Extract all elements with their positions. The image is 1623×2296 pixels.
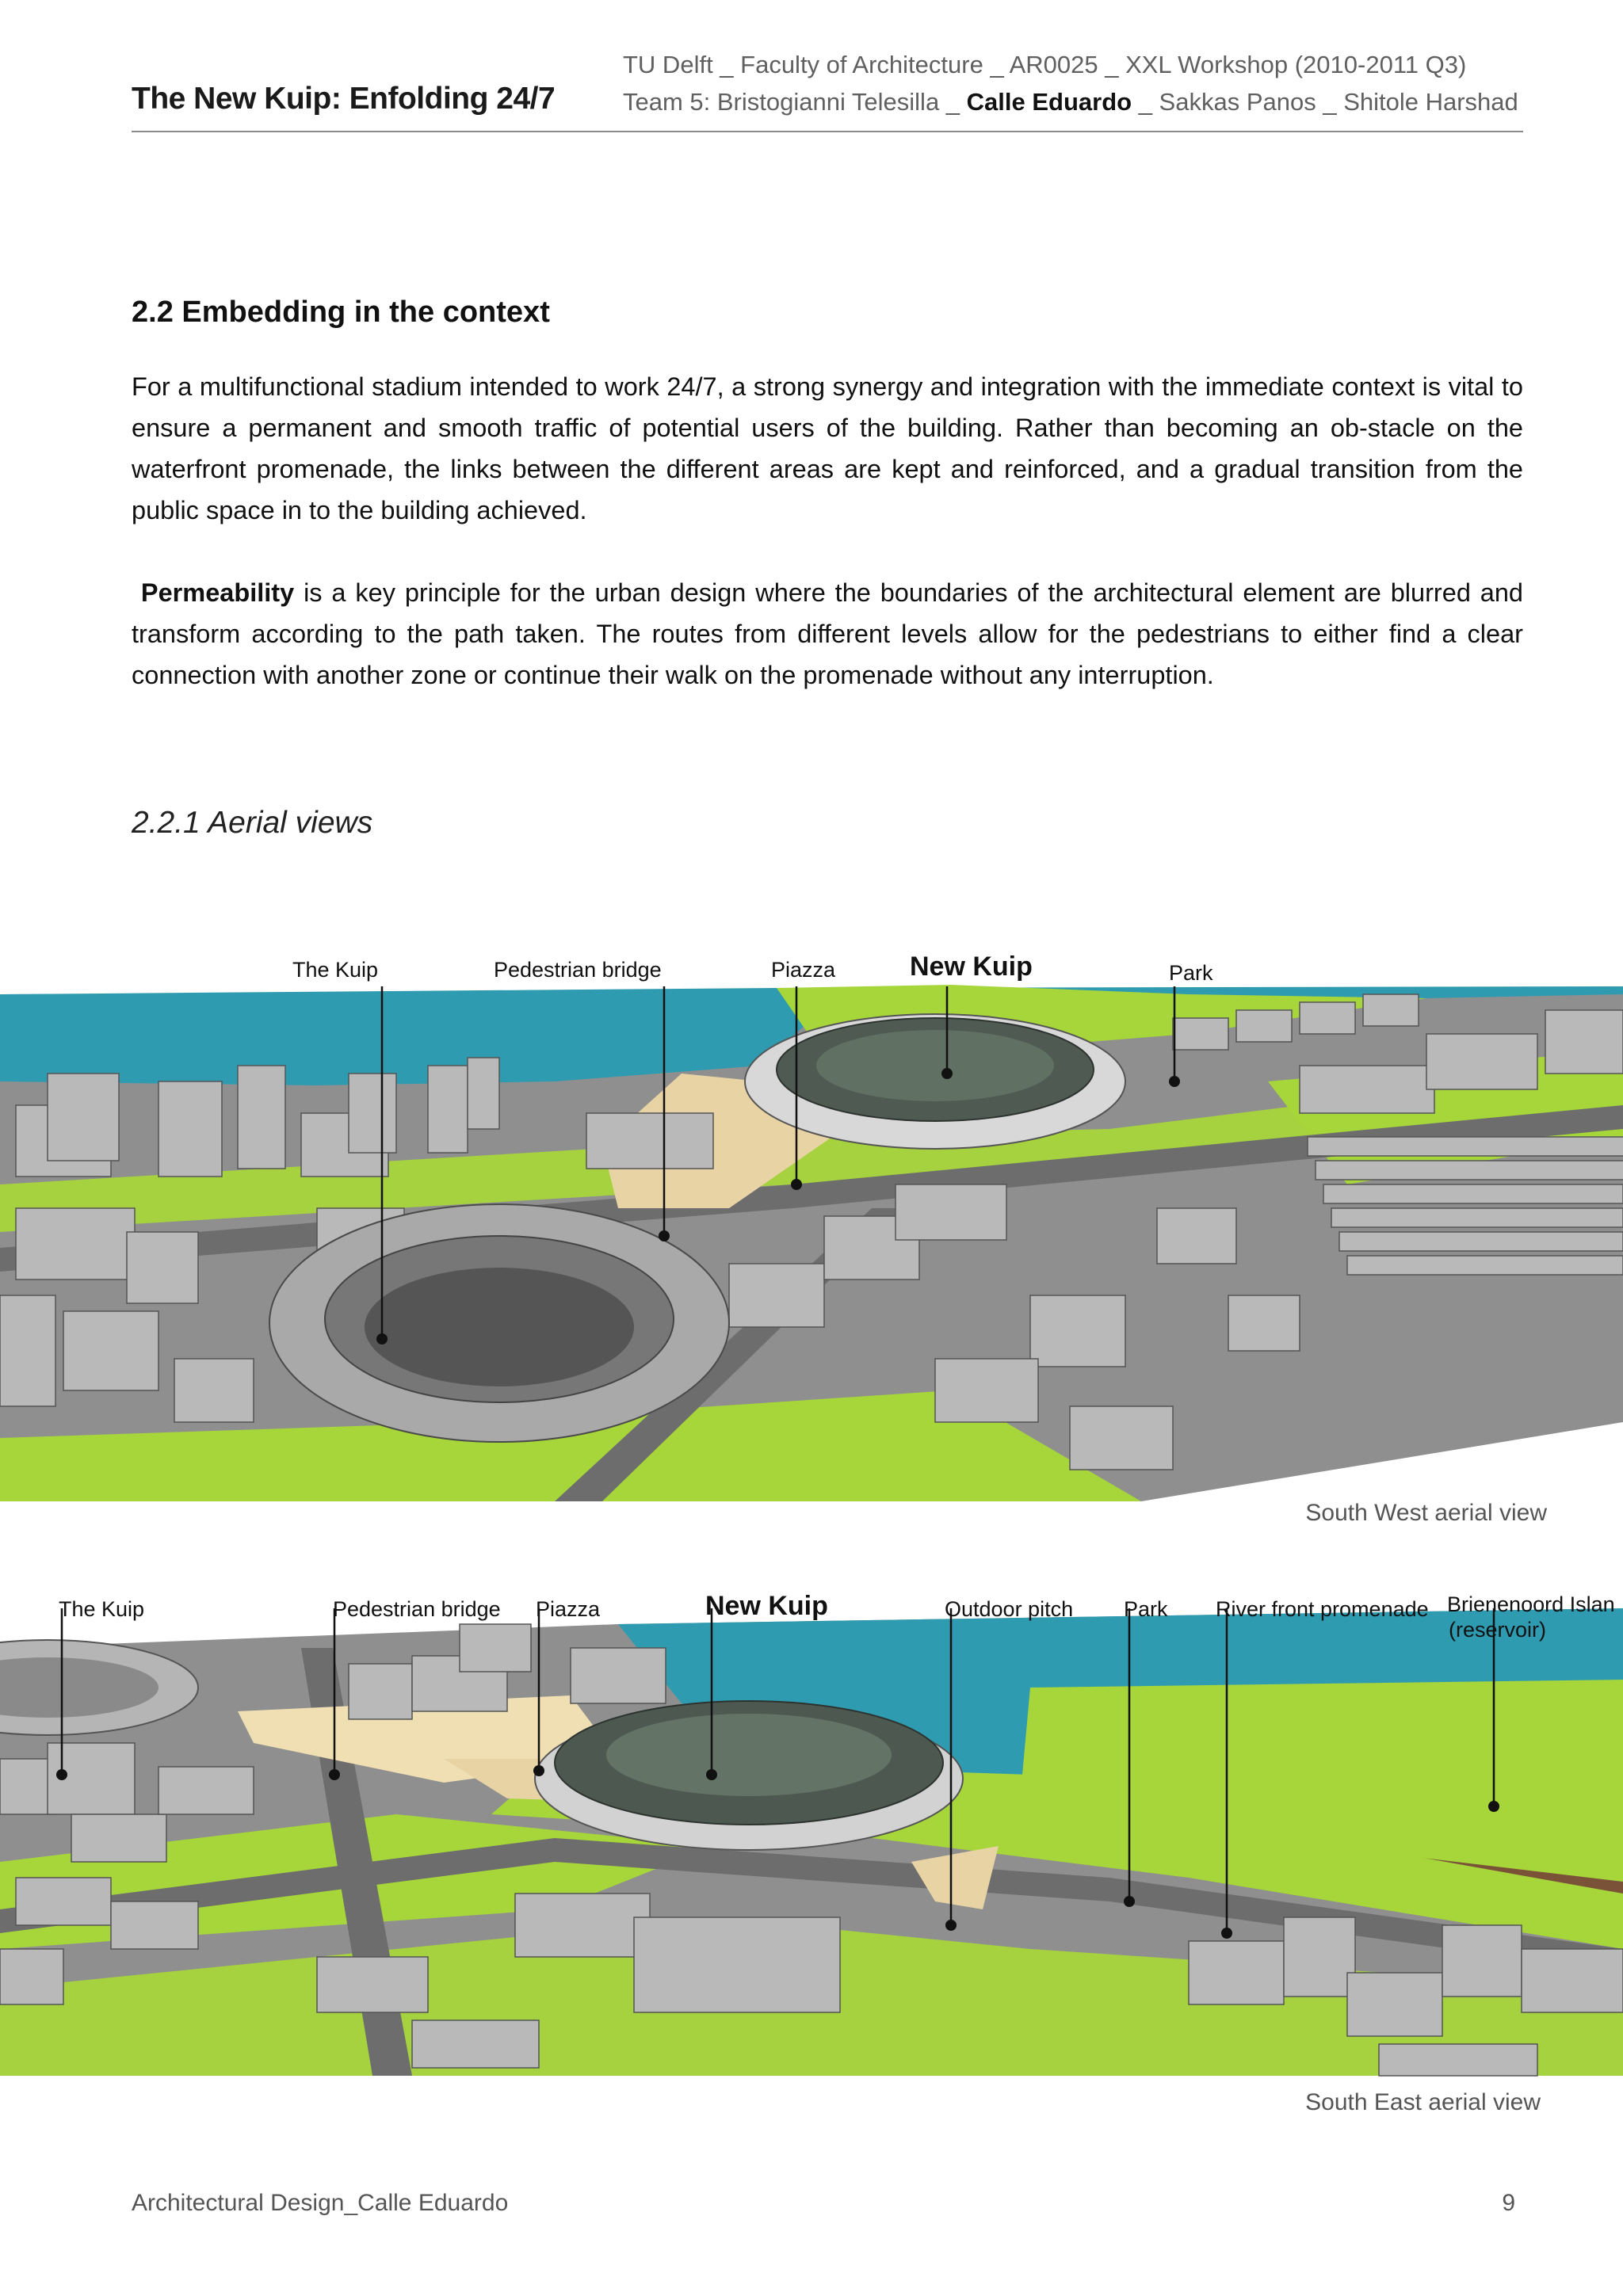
- subsection-title: 2.2.1 Aerial views: [132, 806, 373, 840]
- team-suffix: _ Sakkas Panos _ Shitole Harshad: [1132, 88, 1518, 116]
- paragraph-context: For a multifunctional stadium intended to work 24/7, a strong synergy and integration with the immediate context is vital to ensure a permanent and smooth traffic of potential users of the building. Rather than becoming an ob-stacle on the waterfront promenade, the links between the different areas are kept and reinforced, and a gradual transition from the public space in to the building achieved.: [132, 372, 1523, 524]
- team-prefix: Team 5: Bristogianni Telesilla _: [623, 88, 967, 116]
- label-new-kuip: New Kuip: [705, 1591, 828, 1621]
- caption-south-west: South West aerial view: [1305, 1500, 1547, 1526]
- river-water: [0, 988, 808, 1085]
- permeability-term: Permeability: [140, 578, 295, 607]
- south-east-aerial-render: [0, 1577, 1623, 2092]
- south-west-aerial-render: [0, 947, 1623, 1505]
- label-pedestrian-bridge: Pedestrian bridge: [494, 958, 662, 982]
- page-number: 9: [1502, 2190, 1515, 2216]
- south-east-aerial-figure: [0, 1577, 1623, 2092]
- label-pedestrian-bridge: Pedestrian bridge: [333, 1597, 501, 1621]
- caption-south-east: South East aerial view: [1305, 2089, 1541, 2115]
- label-the-kuip: The Kuip: [59, 1597, 145, 1621]
- footer-author: Architectural Design_Calle Eduardo: [132, 2190, 509, 2216]
- label-outdoor-pitch: Outdoor pitch: [945, 1597, 1074, 1621]
- south-west-aerial-figure: [0, 947, 1623, 1505]
- label-river-front-promenade: River front promenade: [1216, 1597, 1429, 1621]
- team-author-highlight: Calle Eduardo: [966, 88, 1132, 116]
- permeability-text: is a key principle for the urban design where the boundaries of the architectural element are blurred and transform according to the path taken. The routes from different levels allow for the pedestrians to either find a clear connection with another zone or continue their walk on the promenade without any interruption.: [132, 578, 1523, 689]
- team-info: [623, 88, 1518, 116]
- label-the-kuip: The Kuip: [292, 958, 379, 982]
- header-divider: [132, 131, 1523, 132]
- label-park: Park: [1169, 961, 1213, 985]
- label-piazza: Piazza: [536, 1597, 601, 1621]
- label-new-kuip: New Kuip: [910, 952, 1033, 982]
- paragraph-permeability: [132, 572, 1523, 696]
- label-brienenoord-island: Brienenoord Islan: [1447, 1592, 1615, 1616]
- label-reservoir: (reservoir): [1449, 1618, 1547, 1642]
- label-park: Park: [1124, 1597, 1168, 1621]
- label-piazza: Piazza: [771, 958, 836, 982]
- document-title: The New Kuip: Enfolding 24/7: [132, 82, 556, 116]
- course-info: TU Delft _ Faculty of Architecture _ AR0025 _ XXL Workshop (2010-2011 Q3): [623, 51, 1467, 78]
- section-title: 2.2 Embedding in the context: [132, 296, 550, 329]
